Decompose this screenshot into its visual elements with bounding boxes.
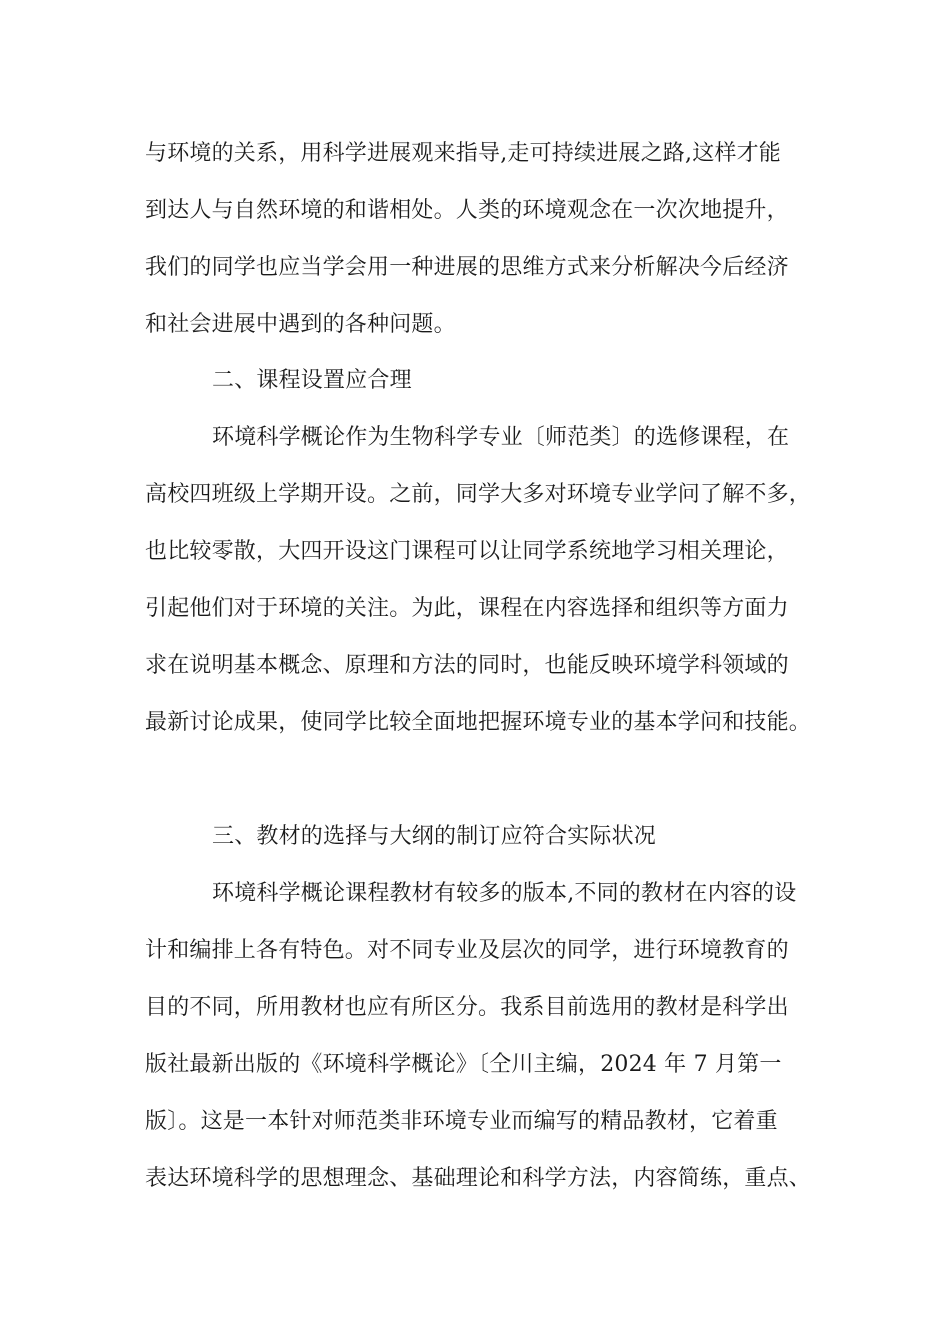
paragraph-3-line-4: 版社最新出版的《环境科学概论》〔仝川主编，2024 年 7 月第一 bbox=[145, 1052, 782, 1077]
paragraph-2-line-5: 求在说明基本概念、原理和方法的同时，也能反映环境学科领域的 bbox=[145, 653, 789, 678]
section-heading-2: 二、课程设置应合理 bbox=[212, 368, 412, 393]
paragraph-2-line-4: 引起他们对于环境的关注。为此，课程在内容选择和组织等方面力 bbox=[145, 596, 789, 621]
paragraph-3-line-2: 计和编排上各有特色。对不同专业及层次的同学，进行环境教育的 bbox=[145, 938, 789, 963]
paragraph-1-line-4: 和社会进展中遇到的各种问题。 bbox=[145, 312, 456, 337]
paragraph-3-line-1: 环境科学概论课程教材有较多的版本,不同的教材在内容的设 bbox=[212, 881, 797, 906]
paragraph-2-line-2: 高校四班级上学期开设。之前，同学大多对环境专业学问了解不多， bbox=[145, 482, 812, 507]
section-heading-3: 三、教材的选择与大纲的制订应符合实际状况 bbox=[212, 824, 657, 849]
paragraph-3-line-6: 表达环境科学的思想理念、基础理论和科学方法，内容简练，重点、 bbox=[145, 1166, 812, 1191]
paragraph-1-line-3: 我们的同学也应当学会用一种进展的思维方式来分析解决今后经济 bbox=[145, 255, 789, 280]
paragraph-1-line-2: 到达人与自然环境的和谐相处。人类的环境观念在一次次地提升， bbox=[145, 198, 789, 223]
paragraph-1-line-1: 与环境的关系，用科学进展观来指导,走可持续进展之路,这样才能 bbox=[145, 141, 781, 166]
paragraph-2-line-1: 环境科学概论作为生物科学专业〔师范类〕的选修课程，在 bbox=[212, 425, 790, 450]
paragraph-2-line-6: 最新讨论成果，使同学比较全面地把握环境专业的基本学问和技能。 bbox=[145, 710, 812, 735]
paragraph-3-line-5: 版〕。这是一本针对师范类非环境专业而编写的精品教材，它着重 bbox=[145, 1109, 778, 1134]
paragraph-2-line-3: 也比较零散，大四开设这门课程可以让同学系统地学习相关理论， bbox=[145, 539, 789, 564]
paragraph-3-line-3: 目的不同，所用教材也应有所区分。我系目前选用的教材是科学出 bbox=[145, 995, 789, 1020]
